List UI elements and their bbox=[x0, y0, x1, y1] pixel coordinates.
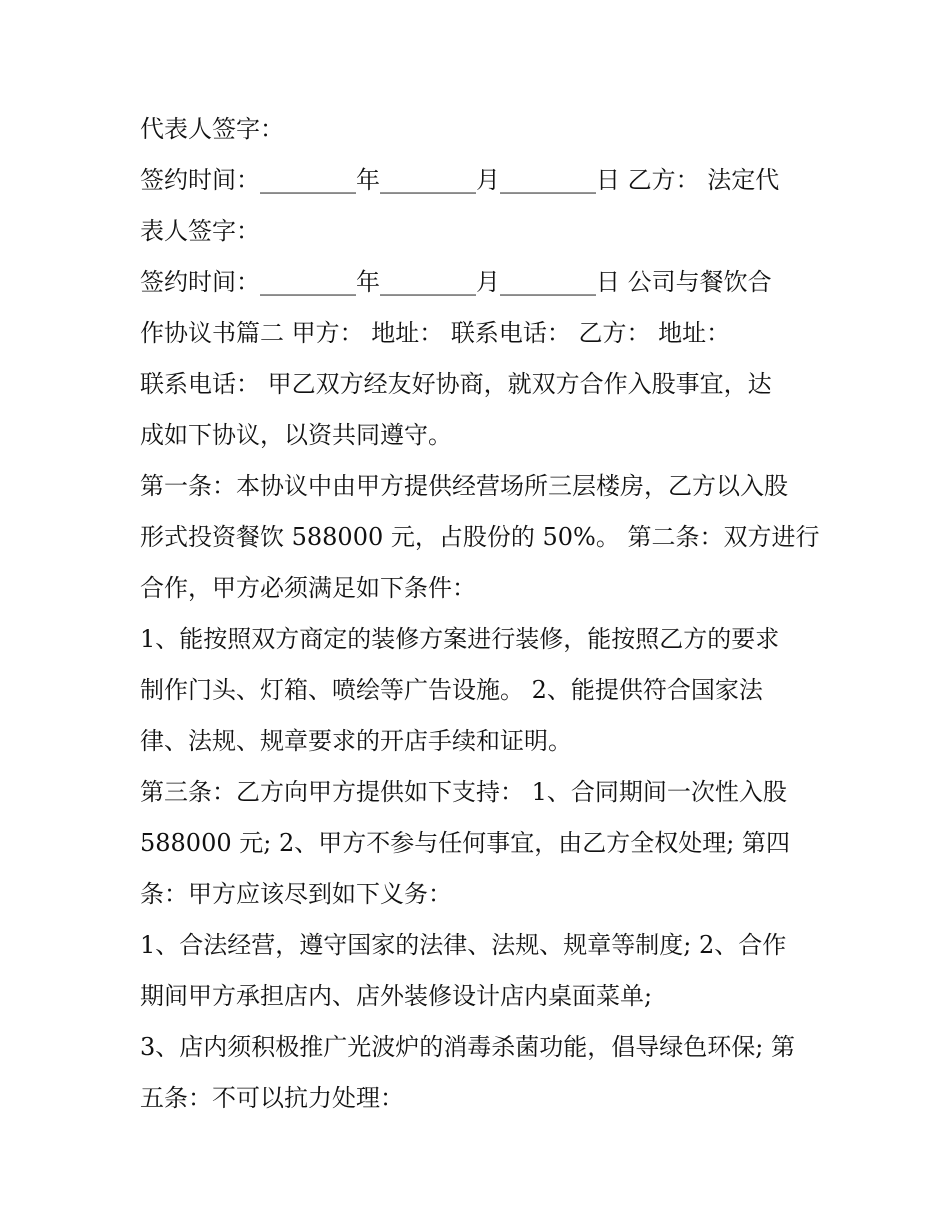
document-body bbox=[140, 104, 820, 1124]
text-line: 第一条：本协议中由甲方提供经营场所三层楼房，乙方以入股 bbox=[140, 472, 788, 500]
text-line: 合作，甲方必须满足如下条件： bbox=[140, 574, 476, 602]
text-line: 制作门头、灯箱、喷绘等广告设施。 2、能提供符合国家法 bbox=[140, 676, 763, 704]
text-line: 条：甲方应该尽到如下义务： bbox=[140, 880, 452, 908]
text-line: 签约时间：________年________月________日 乙方： 法定代 bbox=[140, 166, 780, 194]
text-line: 签约时间：________年________月________日 公司与餐饮合 bbox=[140, 268, 772, 296]
text-line: 1、能按照双方商定的装修方案进行装修，能按照乙方的要求 bbox=[140, 625, 780, 653]
text-line: 形式投资餐饮 588000 元，占股份的 50%。 第二条：双方进行 bbox=[140, 523, 820, 551]
text-line: 1、合法经营，遵守国家的法律、法规、规章等制度; 2、合作 bbox=[140, 931, 787, 959]
text-line: 成如下协议，以资共同遵守。 bbox=[140, 421, 452, 449]
text-line: 3、店内须积极推广光波炉的消毒杀菌功能，倡导绿色环保; 第 bbox=[140, 1033, 795, 1061]
text-line: 期间甲方承担店内、店外装修设计店内桌面菜单; bbox=[140, 982, 653, 1010]
text-line: 表人签字： bbox=[140, 217, 260, 245]
text-line: 588000 元; 2、甲方不参与任何事宜，由乙方全权处理; 第四 bbox=[140, 829, 790, 857]
text-line: 律、法规、规章要求的开店手续和证明。 bbox=[140, 727, 572, 755]
text-line: 代表人签字： bbox=[140, 115, 284, 143]
text-line: 联系电话： 甲乙双方经友好协商，就双方合作入股事宜，达 bbox=[140, 370, 772, 398]
text-line: 第三条：乙方向甲方提供如下支持： 1、合同期间一次性入股 bbox=[140, 778, 787, 806]
text-line: 五条：不可以抗力处理： bbox=[140, 1084, 404, 1112]
text-line: 作协议书篇二 甲方： 地址： 联系电话： 乙方： 地址： bbox=[140, 319, 731, 347]
